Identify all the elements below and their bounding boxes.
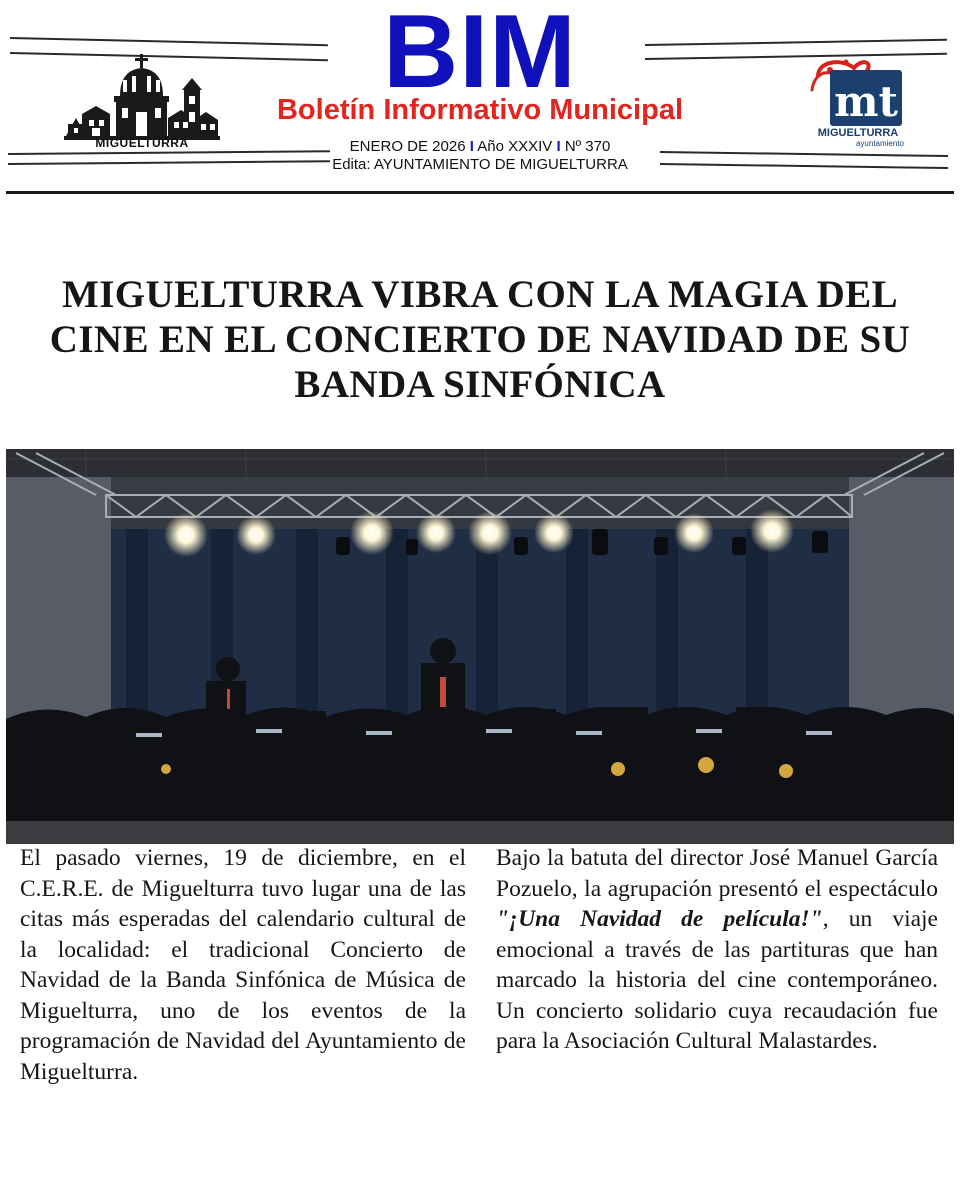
concert-stage-photo bbox=[6, 449, 954, 844]
issue-year: Año XXXIV bbox=[477, 138, 553, 155]
issue-separator: I bbox=[556, 138, 561, 155]
article-paragraph-left: El pasado viernes, 19 de diciembre, en el C.E.R.E. de Miguelturra tuvo lugar una de las citas más esperadas del calendario cultural de la localidad: el tradicional Concierto de Navidad de la Banda Sinfónica de Música de Miguelturra, uno de los eventos de la programación de Navidad del Ayuntamiento de Miguelturra. bbox=[20, 845, 466, 1085]
logo-right-sublabel: ayuntamiento bbox=[855, 139, 904, 148]
article-headline: MIGUELTURRA VIBRA CON LA MAGIA DEL CINE EN EL CONCIERTO DE NAVIDAD DE SU BANDA SINFÓNICA bbox=[49, 273, 911, 406]
paragraph-right-intro: Bajo la batuta del director José Manuel García Pozuelo, la agrupación presentó el espectáculo bbox=[496, 845, 938, 902]
masthead-subtitle: Boletín Informativo Municipal bbox=[276, 94, 683, 126]
show-title: "¡Una Navidad de película!" bbox=[496, 906, 823, 932]
mt-monogram: mt bbox=[834, 77, 898, 126]
masthead bbox=[0, 0, 960, 200]
issue-number: Nº 370 bbox=[564, 138, 611, 155]
issue-separator: I bbox=[469, 138, 474, 155]
logo-left-label: MIGUELTURRA bbox=[95, 136, 189, 150]
header-divider bbox=[6, 191, 954, 194]
article-paragraph-right bbox=[496, 843, 938, 1057]
logo-right-label: MIGUELTURRA bbox=[817, 127, 899, 139]
mt-logo-icon bbox=[808, 56, 908, 132]
issue-date: ENERO DE 2026 bbox=[349, 138, 466, 155]
editor-line: Edita: AYUNTAMIENTO DE MIGUELTURRA bbox=[332, 156, 628, 173]
paragraph-right-rest: , un viaje emocional a través de las partituras que han marcado la historia del cine contemporáneo. Un concierto solidario cuya recaudación fue para la Asociación Cultural Malastardes. bbox=[496, 906, 938, 1054]
masthead-title: BIM bbox=[383, 0, 577, 110]
